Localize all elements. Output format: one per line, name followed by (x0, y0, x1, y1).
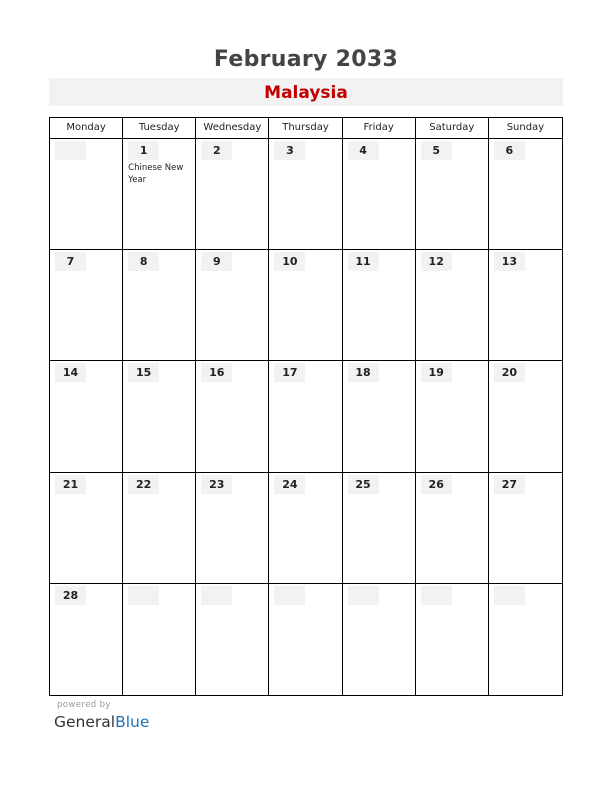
day-cell (123, 139, 196, 250)
day-cell (269, 473, 342, 584)
day-number: 7 (55, 252, 86, 271)
day-cell (416, 361, 489, 472)
day-cell (50, 584, 123, 695)
day-number (274, 586, 305, 605)
country-name: Malaysia (264, 83, 348, 103)
day-cell (343, 139, 416, 250)
day-cell (50, 250, 123, 361)
day-cell (416, 473, 489, 584)
day-number: 15 (128, 363, 159, 382)
day-number: 13 (494, 252, 525, 271)
day-cell (269, 139, 342, 250)
day-cell (196, 250, 269, 361)
brand-blue: Blue (115, 713, 150, 731)
country-banner (49, 78, 563, 106)
day-number (201, 586, 232, 605)
day-number: 11 (348, 252, 379, 271)
weekday-header: Monday (50, 118, 123, 139)
day-cell (269, 584, 342, 695)
day-number (128, 586, 159, 605)
day-cell (196, 139, 269, 250)
day-cell (123, 250, 196, 361)
day-number: 16 (201, 363, 232, 382)
day-number (348, 586, 379, 605)
day-cell (269, 250, 342, 361)
day-number: 17 (274, 363, 305, 382)
day-cell (123, 584, 196, 695)
day-cell (489, 361, 562, 472)
day-number: 18 (348, 363, 379, 382)
day-number: 19 (421, 363, 452, 382)
brand-logo (54, 713, 149, 731)
day-cell (343, 250, 416, 361)
day-number: 22 (128, 475, 159, 494)
day-cell (489, 139, 562, 250)
day-cell (416, 584, 489, 695)
calendar-grid (49, 117, 563, 696)
day-number: 3 (274, 141, 305, 160)
day-cell (123, 361, 196, 472)
day-cell (343, 361, 416, 472)
day-cell (489, 584, 562, 695)
day-number: 14 (55, 363, 86, 382)
weekday-header: Tuesday (123, 118, 196, 139)
day-number: 5 (421, 141, 452, 160)
day-cell (343, 473, 416, 584)
day-number (421, 586, 452, 605)
weekday-header: Friday (343, 118, 416, 139)
day-cell (196, 361, 269, 472)
day-cell (489, 250, 562, 361)
powered-by-text: powered by (57, 700, 111, 710)
day-cell (196, 473, 269, 584)
day-number: 8 (128, 252, 159, 271)
weekday-header: Saturday (416, 118, 489, 139)
day-number: 4 (348, 141, 379, 160)
day-number: 25 (348, 475, 379, 494)
day-cell (489, 473, 562, 584)
day-cell (50, 473, 123, 584)
weekday-header: Thursday (269, 118, 342, 139)
brand-general: General (54, 713, 116, 731)
day-number: 2 (201, 141, 232, 160)
page-title: February 2033 (213, 47, 399, 72)
day-number: 24 (274, 475, 305, 494)
holiday-label: Chinese New Year (128, 163, 184, 185)
day-number (494, 586, 525, 605)
day-cell (343, 584, 416, 695)
day-cell (416, 250, 489, 361)
day-number: 6 (494, 141, 525, 160)
day-number: 9 (201, 252, 232, 271)
weekday-header: Sunday (489, 118, 562, 139)
day-number: 26 (421, 475, 452, 494)
day-cell (123, 473, 196, 584)
day-number: 12 (421, 252, 452, 271)
day-number (55, 141, 86, 160)
day-cell (50, 139, 123, 250)
day-number: 1 (128, 141, 159, 160)
day-cell (269, 361, 342, 472)
day-cell (416, 139, 489, 250)
day-number: 20 (494, 363, 525, 382)
day-number: 10 (274, 252, 305, 271)
day-number: 23 (201, 475, 232, 494)
day-cell (196, 584, 269, 695)
day-number: 27 (494, 475, 525, 494)
day-cell (50, 361, 123, 472)
day-number: 21 (55, 475, 86, 494)
weekday-header: Wednesday (196, 118, 269, 139)
day-number: 28 (55, 586, 86, 605)
